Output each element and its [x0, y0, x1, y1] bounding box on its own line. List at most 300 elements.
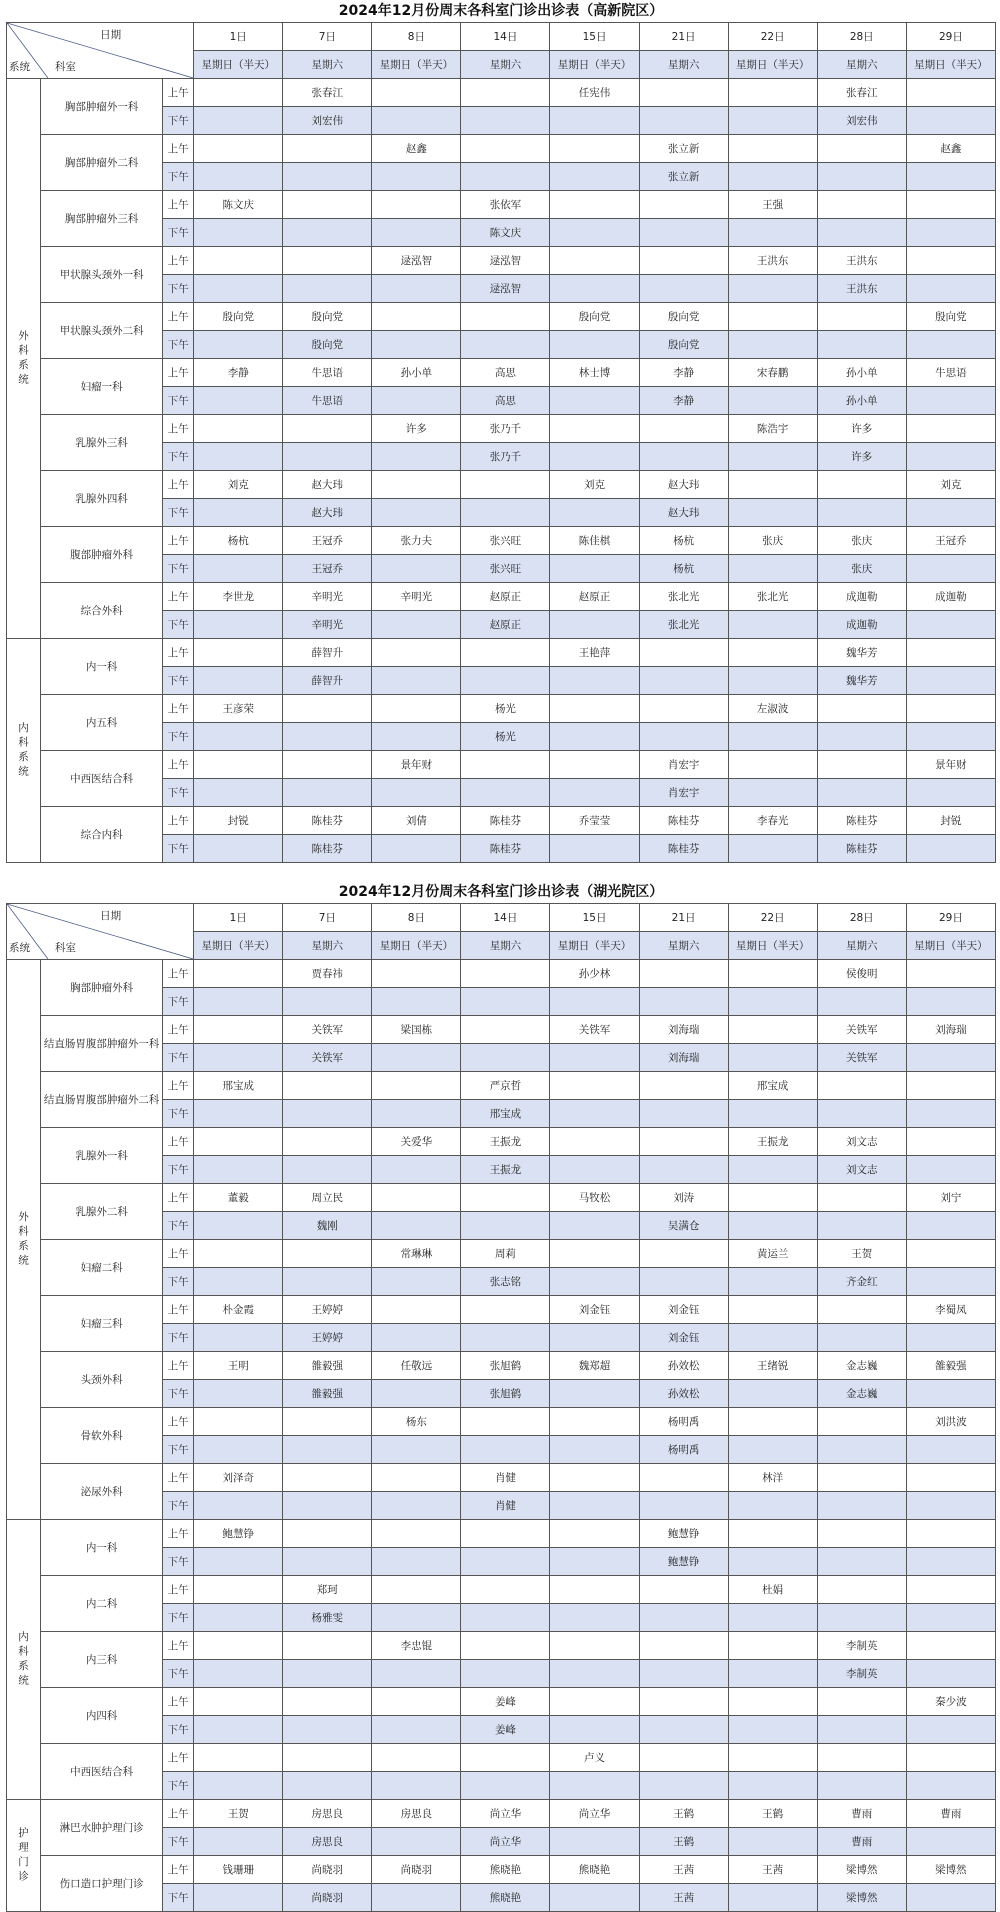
doctor-cell: [906, 779, 995, 807]
doctor-cell: [194, 555, 283, 583]
period-am-label: 上午: [163, 1072, 194, 1100]
doctor-cell: 金志巍: [817, 1352, 906, 1380]
doctor-cell: [372, 1772, 461, 1800]
doctor-cell: [728, 1100, 817, 1128]
doctor-cell: [550, 1492, 639, 1520]
doctor-cell: [817, 331, 906, 359]
doctor-cell: 刘海瑞: [639, 1016, 728, 1044]
doctor-cell: 孙小单: [817, 359, 906, 387]
weekday-header: 星期日（半天）: [372, 51, 461, 79]
schedule-table: [6, 22, 996, 863]
date-header: 8日: [372, 904, 461, 932]
corner-system-label: 系统: [9, 61, 30, 73]
doctor-cell: 逯泓智: [372, 247, 461, 275]
doctor-cell: [372, 1212, 461, 1240]
doctor-cell: [194, 1408, 283, 1436]
doctor-cell: 李静: [639, 387, 728, 415]
doctor-cell: [906, 1744, 995, 1772]
doctor-cell: [283, 1100, 372, 1128]
doctor-cell: [194, 667, 283, 695]
period-pm-label: 下午: [163, 1100, 194, 1128]
doctor-cell: 赵鑫: [372, 135, 461, 163]
period-am-label: 上午: [163, 1464, 194, 1492]
doctor-cell: [372, 988, 461, 1016]
period-am-label: 上午: [163, 1184, 194, 1212]
doctor-cell: 房思良: [283, 1800, 372, 1828]
doctor-cell: [372, 1044, 461, 1072]
doctor-cell: [461, 1184, 550, 1212]
date-header: 21日: [639, 904, 728, 932]
doctor-cell: [461, 1212, 550, 1240]
date-header: 28日: [817, 23, 906, 51]
doctor-cell: 雒毅强: [283, 1380, 372, 1408]
header-corner: [7, 904, 194, 960]
period-pm-label: 下午: [163, 275, 194, 303]
doctor-cell: 卢义: [550, 1744, 639, 1772]
table-row: [7, 1352, 996, 1380]
doctor-cell: 刘克: [550, 471, 639, 499]
doctor-cell: [639, 1632, 728, 1660]
doctor-cell: [550, 415, 639, 443]
doctor-cell: 王鹤: [728, 1800, 817, 1828]
doctor-cell: [906, 443, 995, 471]
doctor-cell: 王鹤: [639, 1800, 728, 1828]
doctor-cell: [906, 387, 995, 415]
doctor-cell: 侯俊明: [817, 960, 906, 988]
doctor-cell: 王冠乔: [283, 527, 372, 555]
doctor-cell: [194, 331, 283, 359]
weekday-header: 星期六: [639, 51, 728, 79]
doctor-cell: 雒毅强: [283, 1352, 372, 1380]
corner-date-label: 日期: [100, 910, 122, 922]
doctor-cell: [817, 1520, 906, 1548]
doctor-cell: [283, 1072, 372, 1100]
period-am-label: 上午: [163, 1856, 194, 1884]
doctor-cell: [550, 751, 639, 779]
doctor-cell: 张志铭: [461, 1268, 550, 1296]
doctor-cell: [372, 1548, 461, 1576]
doctor-cell: [283, 1436, 372, 1464]
doctor-cell: 关铁军: [283, 1044, 372, 1072]
doctor-cell: 关铁军: [550, 1016, 639, 1044]
doctor-cell: 张旭鹤: [461, 1380, 550, 1408]
table-row: [7, 1408, 996, 1436]
doctor-cell: [728, 303, 817, 331]
doctor-cell: [639, 988, 728, 1016]
doctor-cell: 张庆: [728, 527, 817, 555]
doctor-cell: [817, 191, 906, 219]
doctor-cell: [817, 1436, 906, 1464]
period-pm-label: 下午: [163, 331, 194, 359]
period-am-label: 上午: [163, 191, 194, 219]
period-pm-label: 下午: [163, 723, 194, 751]
doctor-cell: 房思良: [372, 1800, 461, 1828]
doctor-cell: 左淑波: [728, 695, 817, 723]
weekday-header: 星期六: [461, 51, 550, 79]
doctor-cell: [461, 1436, 550, 1464]
doctor-cell: [550, 1604, 639, 1632]
doctor-cell: [728, 1436, 817, 1464]
doctor-cell: [728, 1520, 817, 1548]
corner-system-label: 系统: [9, 942, 30, 954]
doctor-cell: [639, 247, 728, 275]
doctor-cell: 李春光: [728, 807, 817, 835]
doctor-cell: 王明: [194, 1352, 283, 1380]
doctor-cell: [372, 1716, 461, 1744]
doctor-cell: 邢宝成: [194, 1072, 283, 1100]
period-am-label: 上午: [163, 79, 194, 107]
doctor-cell: [550, 1632, 639, 1660]
department-label: 乳腺外四科: [41, 471, 163, 527]
doctor-cell: 熊晓艳: [461, 1856, 550, 1884]
doctor-cell: [194, 387, 283, 415]
doctor-cell: 杨杭: [639, 555, 728, 583]
doctor-cell: 张依军: [461, 191, 550, 219]
doctor-cell: [283, 275, 372, 303]
department-label: 妇瘤三科: [41, 1296, 163, 1352]
doctor-cell: [906, 247, 995, 275]
doctor-cell: 殷向党: [639, 331, 728, 359]
table-row: [7, 639, 996, 667]
doctor-cell: [550, 1884, 639, 1912]
doctor-cell: [550, 611, 639, 639]
doctor-cell: [817, 1324, 906, 1352]
doctor-cell: [728, 1744, 817, 1772]
period-am-label: 上午: [163, 527, 194, 555]
doctor-cell: [906, 960, 995, 988]
table-row: [7, 1688, 996, 1716]
doctor-cell: [728, 1492, 817, 1520]
doctor-cell: 任宪伟: [550, 79, 639, 107]
doctor-cell: [728, 1828, 817, 1856]
doctor-cell: [461, 1408, 550, 1436]
period-pm-label: 下午: [163, 555, 194, 583]
doctor-cell: [906, 1548, 995, 1576]
doctor-cell: [194, 723, 283, 751]
doctor-cell: [194, 1380, 283, 1408]
doctor-cell: 林士博: [550, 359, 639, 387]
doctor-cell: [194, 751, 283, 779]
doctor-cell: 刘金钰: [550, 1296, 639, 1324]
doctor-cell: [906, 723, 995, 751]
doctor-cell: [728, 555, 817, 583]
doctor-cell: 陈文庆: [194, 191, 283, 219]
period-am-label: 上午: [163, 1744, 194, 1772]
department-label: 头颈外科: [41, 1352, 163, 1408]
doctor-cell: [906, 1156, 995, 1184]
doctor-cell: [194, 163, 283, 191]
doctor-cell: [194, 1604, 283, 1632]
doctor-cell: [550, 1576, 639, 1604]
doctor-cell: 刘海瑞: [639, 1044, 728, 1072]
doctor-cell: 陈桂芬: [817, 807, 906, 835]
doctor-cell: [372, 1520, 461, 1548]
department-label: 综合内科: [41, 807, 163, 863]
period-am-label: 上午: [163, 960, 194, 988]
doctor-cell: [372, 443, 461, 471]
period-am-label: 上午: [163, 1016, 194, 1044]
doctor-cell: [194, 499, 283, 527]
doctor-cell: [817, 1492, 906, 1520]
doctor-cell: 辛明光: [283, 583, 372, 611]
doctor-cell: [194, 135, 283, 163]
doctor-cell: 张春江: [817, 79, 906, 107]
doctor-cell: 鲍慧铮: [194, 1520, 283, 1548]
doctor-cell: [283, 1520, 372, 1548]
doctor-cell: [817, 779, 906, 807]
doctor-cell: 曹雨: [817, 1828, 906, 1856]
doctor-cell: [639, 1464, 728, 1492]
doctor-cell: 曹雨: [906, 1800, 995, 1828]
table-row: [7, 1856, 996, 1884]
department-label: 骨软外科: [41, 1408, 163, 1464]
doctor-cell: [194, 1268, 283, 1296]
doctor-cell: [283, 1660, 372, 1688]
period-pm-label: 下午: [163, 1212, 194, 1240]
doctor-cell: [372, 779, 461, 807]
doctor-cell: [461, 1016, 550, 1044]
period-pm-label: 下午: [163, 107, 194, 135]
table-row: [7, 807, 996, 835]
doctor-cell: [906, 331, 995, 359]
doctor-cell: 成迦勒: [817, 611, 906, 639]
doctor-cell: [372, 1576, 461, 1604]
doctor-cell: [817, 1716, 906, 1744]
doctor-cell: 辛明光: [283, 611, 372, 639]
table-row: [7, 1296, 996, 1324]
doctor-cell: [906, 1128, 995, 1156]
doctor-cell: [728, 1156, 817, 1184]
doctor-cell: [283, 695, 372, 723]
doctor-cell: [817, 1212, 906, 1240]
doctor-cell: [728, 1604, 817, 1632]
table-row: [7, 191, 996, 219]
doctor-cell: [372, 723, 461, 751]
doctor-cell: 关爱华: [372, 1128, 461, 1156]
doctor-cell: 郑珂: [283, 1576, 372, 1604]
doctor-cell: [550, 499, 639, 527]
date-header: 22日: [728, 904, 817, 932]
doctor-cell: [906, 1268, 995, 1296]
doctor-cell: 刘泽奇: [194, 1464, 283, 1492]
weekday-header: 星期日（半天）: [728, 932, 817, 960]
corner-dept-label: 科室: [55, 942, 76, 954]
department-label: 胸部肿瘤外一科: [41, 79, 163, 135]
doctor-cell: [461, 639, 550, 667]
doctor-cell: [550, 191, 639, 219]
corner-dept-label: 科室: [55, 61, 76, 73]
department-label: 妇瘤二科: [41, 1240, 163, 1296]
doctor-cell: [906, 275, 995, 303]
doctor-cell: [817, 723, 906, 751]
doctor-cell: 张兴旺: [461, 555, 550, 583]
doctor-cell: 房思良: [283, 1828, 372, 1856]
doctor-cell: [283, 1548, 372, 1576]
doctor-cell: [728, 1184, 817, 1212]
doctor-cell: [550, 163, 639, 191]
doctor-cell: [194, 1744, 283, 1772]
doctor-cell: [906, 1632, 995, 1660]
period-am-label: 上午: [163, 1128, 194, 1156]
header-corner: [7, 23, 194, 79]
doctor-cell: 张庆: [817, 527, 906, 555]
doctor-cell: 牛思语: [283, 387, 372, 415]
doctor-cell: [550, 219, 639, 247]
period-am-label: 上午: [163, 1408, 194, 1436]
doctor-cell: 辛明光: [372, 583, 461, 611]
doctor-cell: [372, 611, 461, 639]
doctor-cell: [728, 107, 817, 135]
doctor-cell: 周立民: [283, 1184, 372, 1212]
doctor-cell: 景年财: [906, 751, 995, 779]
doctor-cell: [372, 667, 461, 695]
table-row: [7, 1016, 996, 1044]
doctor-cell: 乔莹莹: [550, 807, 639, 835]
doctor-cell: [906, 79, 995, 107]
doctor-cell: [728, 1016, 817, 1044]
doctor-cell: 尚立华: [550, 1800, 639, 1828]
doctor-cell: 李静: [639, 359, 728, 387]
doctor-cell: [194, 1492, 283, 1520]
doctor-cell: [372, 303, 461, 331]
doctor-cell: [728, 723, 817, 751]
department-label: 腹部肿瘤外科: [41, 527, 163, 583]
doctor-cell: 高思: [461, 387, 550, 415]
doctor-cell: [906, 611, 995, 639]
department-label: 淋巴水肿护理门诊: [41, 1800, 163, 1856]
period-pm-label: 下午: [163, 1884, 194, 1912]
doctor-cell: [817, 1604, 906, 1632]
weekday-header: 星期日（半天）: [194, 51, 283, 79]
system-label: 内科系统: [7, 639, 41, 863]
doctor-cell: [372, 1660, 461, 1688]
doctor-cell: [194, 611, 283, 639]
doctor-cell: 尚晓羽: [372, 1856, 461, 1884]
doctor-cell: 严京哲: [461, 1072, 550, 1100]
doctor-cell: [194, 79, 283, 107]
doctor-cell: [461, 163, 550, 191]
system-label: 护理门诊: [7, 1800, 41, 1912]
period-pm-label: 下午: [163, 667, 194, 695]
doctor-cell: [728, 639, 817, 667]
doctor-cell: [817, 751, 906, 779]
doctor-cell: [372, 79, 461, 107]
doctor-cell: 张北光: [639, 583, 728, 611]
doctor-cell: 雒毅强: [906, 1352, 995, 1380]
doctor-cell: 肖健: [461, 1492, 550, 1520]
doctor-cell: 赵鑫: [906, 135, 995, 163]
doctor-cell: 姜峰: [461, 1688, 550, 1716]
doctor-cell: 王冠乔: [283, 555, 372, 583]
weekday-header: 星期日（半天）: [728, 51, 817, 79]
doctor-cell: [283, 723, 372, 751]
doctor-cell: [639, 1156, 728, 1184]
doctor-cell: [906, 499, 995, 527]
doctor-cell: [372, 1744, 461, 1772]
doctor-cell: [461, 1324, 550, 1352]
doctor-cell: 梁博然: [817, 1884, 906, 1912]
doctor-cell: 杨明禹: [639, 1436, 728, 1464]
doctor-cell: [194, 960, 283, 988]
doctor-cell: 高思: [461, 359, 550, 387]
doctor-cell: 刘洪波: [906, 1408, 995, 1436]
department-label: 乳腺外三科: [41, 415, 163, 471]
doctor-cell: 张立新: [639, 163, 728, 191]
doctor-cell: [372, 163, 461, 191]
doctor-cell: [461, 779, 550, 807]
doctor-cell: 逯泓智: [461, 275, 550, 303]
table-row: [7, 471, 996, 499]
doctor-cell: [461, 960, 550, 988]
doctor-cell: [817, 1548, 906, 1576]
doctor-cell: 赵原正: [550, 583, 639, 611]
doctor-cell: [728, 387, 817, 415]
doctor-cell: 杨明禹: [639, 1408, 728, 1436]
doctor-cell: [639, 191, 728, 219]
doctor-cell: [461, 303, 550, 331]
doctor-cell: [283, 1464, 372, 1492]
doctor-cell: 王冠乔: [906, 527, 995, 555]
doctor-cell: 杨光: [461, 723, 550, 751]
doctor-cell: [461, 1044, 550, 1072]
doctor-cell: [817, 163, 906, 191]
doctor-cell: [372, 1324, 461, 1352]
doctor-cell: [372, 1436, 461, 1464]
doctor-cell: [283, 1744, 372, 1772]
doctor-cell: [372, 1184, 461, 1212]
doctor-cell: [728, 751, 817, 779]
doctor-cell: [817, 1772, 906, 1800]
doctor-cell: [906, 415, 995, 443]
doctor-cell: 陈佳棋: [550, 527, 639, 555]
doctor-cell: [372, 471, 461, 499]
doctor-cell: [639, 1576, 728, 1604]
doctor-cell: [372, 1828, 461, 1856]
doctor-cell: [550, 1408, 639, 1436]
department-label: 中西医结合科: [41, 751, 163, 807]
doctor-cell: 王茜: [639, 1856, 728, 1884]
doctor-cell: 殷向党: [194, 303, 283, 331]
period-pm-label: 下午: [163, 835, 194, 863]
period-am-label: 上午: [163, 415, 194, 443]
doctor-cell: [461, 751, 550, 779]
doctor-cell: [639, 667, 728, 695]
doctor-cell: [550, 1212, 639, 1240]
weekday-header: 星期六: [283, 932, 372, 960]
schedule-table: [6, 903, 996, 1912]
date-header: 14日: [461, 23, 550, 51]
doctor-cell: [194, 1660, 283, 1688]
department-label: 内三科: [41, 1632, 163, 1688]
doctor-cell: 王婷婷: [283, 1296, 372, 1324]
doctor-cell: 肖宏宇: [639, 779, 728, 807]
department-label: 伤口造口护理门诊: [41, 1856, 163, 1912]
doctor-cell: [728, 79, 817, 107]
doctor-cell: 刘倩: [372, 807, 461, 835]
doctor-cell: [372, 219, 461, 247]
doctor-cell: 牛思语: [906, 359, 995, 387]
doctor-cell: 陈桂芬: [639, 835, 728, 863]
doctor-cell: [194, 1576, 283, 1604]
doctor-cell: [550, 1324, 639, 1352]
doctor-cell: [283, 988, 372, 1016]
doctor-cell: [906, 1772, 995, 1800]
table-row: [7, 1184, 996, 1212]
table-row: [7, 1576, 996, 1604]
doctor-cell: 关铁军: [817, 1044, 906, 1072]
doctor-cell: 梁博然: [817, 1856, 906, 1884]
doctor-cell: [550, 1240, 639, 1268]
